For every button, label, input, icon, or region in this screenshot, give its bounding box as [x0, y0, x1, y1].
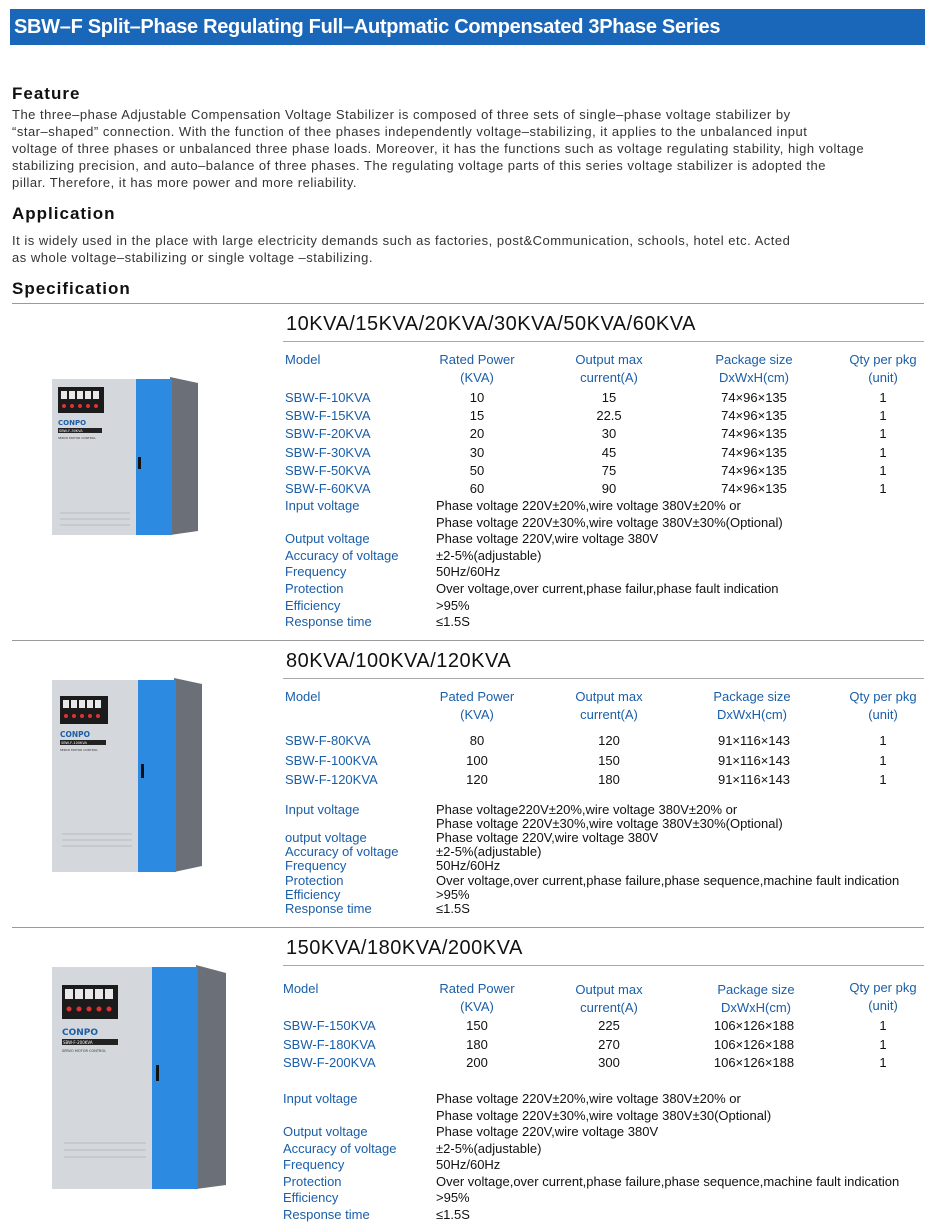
package-cell: 106×126×188: [713, 1055, 795, 1070]
page-title: SBW–F Split–Phase Regulating Full–Autpmatic Compensated 3Phase Series: [14, 16, 721, 38]
model-cell: SBW-F-80KVA: [285, 733, 371, 748]
application-line: It is widely used in the place with large electricity demands such as factories, post&Communication, schools, hotel etc. Acted: [12, 233, 791, 248]
spec-label: Frequency: [285, 564, 347, 580]
application-text: [12, 232, 937, 266]
brand-label: CONPO: [62, 1028, 99, 1038]
spec-value: 50Hz/60Hz: [436, 858, 501, 874]
current-cell: 180: [598, 772, 620, 787]
col-header-current: Output max current(A): [575, 689, 643, 722]
model-plate: SBW-F-200KVA: [63, 1040, 93, 1045]
spec-value: ≤1.5S: [436, 1206, 470, 1222]
brand-label: CONPO: [58, 419, 87, 427]
model-cell: SBW-F-15KVA: [285, 408, 371, 424]
spec-value: Over voltage,over current,phase failure,phase sequence,machine fault indication: [436, 1173, 900, 1189]
stabilizer-cabinet-image: [50, 373, 200, 538]
qty-cell: 1: [879, 462, 887, 478]
spec-label: Accuracy of voltage: [283, 1140, 397, 1156]
power-cell: 180: [466, 1036, 488, 1052]
power-cell: 50: [469, 462, 485, 478]
spec-label: Efficiency: [285, 886, 341, 902]
stabilizer-cabinet-image: [50, 674, 205, 874]
spec-value: ≤1.5S: [436, 614, 470, 630]
spec-value: Phase voltage 220V±30%,wire voltage 380V±30%(Optional): [436, 514, 783, 530]
package-cell: 106×126×188: [713, 1036, 795, 1052]
spec-value: >95%: [436, 886, 470, 902]
qty-cell: 1: [879, 752, 887, 768]
col-header-power: Rated Power (KVA): [439, 981, 515, 1014]
spec-value: Over voltage,over current,phase failure,phase sequence,machine fault indication: [436, 872, 900, 888]
model-cell: SBW-F-150KVA: [283, 1018, 376, 1033]
col-header-power: Pated Power (KVA): [439, 689, 515, 722]
current-cell: 120: [598, 733, 620, 748]
spec-label: Output voltage: [283, 1124, 368, 1139]
spec-label: Efficiency: [283, 1190, 339, 1205]
current-cell: 45: [601, 444, 617, 460]
panel-text: SERVO MOTOR CONTROL: [62, 1049, 107, 1053]
current-cell: 22.5: [596, 408, 622, 424]
current-cell: 75: [601, 462, 617, 478]
col-header-qty: Qty per pkg (unit): [849, 352, 917, 385]
spec-value: ±2-5%(adjustable): [436, 1140, 542, 1156]
spec-value: Phase voltage 220V,wire voltage 380V: [436, 531, 659, 547]
model-cell: SBW-F-120KVA: [285, 772, 378, 787]
section-title: 150KVA/180KVA/200KVA: [286, 937, 523, 959]
model-cell: SBW-F-180KVA: [283, 1036, 376, 1052]
divider: [283, 341, 924, 342]
spec-label: output voltage: [285, 830, 367, 846]
feature-heading: Feature: [12, 84, 81, 103]
divider: [283, 965, 924, 966]
spec-value: Over voltage,over current,phase failur,phase fault indication: [436, 581, 779, 596]
spec-label: Response time: [285, 900, 372, 916]
spec-value: Phase voltage220V±20%,wire voltage 380V±20% or: [436, 802, 738, 817]
power-cell: 150: [466, 1018, 488, 1033]
package-cell: 74×96×135: [721, 426, 787, 442]
feature-line: stabilizing precision, and auto–balance of three phases. The regulating voltage parts of this series voltage stabilizer is adopted the: [12, 158, 826, 173]
model-cell: SBW-F-20KVA: [285, 426, 371, 442]
qty-cell: 1: [879, 426, 887, 442]
spec-label: Frequency: [285, 858, 347, 874]
power-cell: 120: [466, 772, 488, 787]
spec-label: Protection: [285, 581, 344, 596]
spec-value: Phase voltage 220V±20%,wire voltage 380V±20% or: [436, 1091, 741, 1106]
spec-label: Response time: [283, 1206, 370, 1222]
current-cell: 15: [601, 390, 617, 405]
spec-value: 50Hz/60Hz: [436, 564, 501, 580]
model-cell: SBW-F-60KVA: [285, 481, 371, 496]
model-plate: SBW-F-100KVA: [61, 741, 87, 745]
power-cell: 200: [466, 1055, 488, 1070]
application-line: as whole voltage–stabilizing or single voltage –stabilizing.: [12, 250, 373, 265]
power-cell: 10: [469, 390, 485, 405]
current-cell: 30: [601, 426, 617, 442]
feature-line: pillar. Therefore, it has more power and more reliability.: [12, 175, 357, 190]
model-cell: SBW-F-30KVA: [285, 444, 371, 460]
panel-text: SERVO MOTOR CONTROL: [58, 436, 96, 440]
stabilizer-cabinet-image: [50, 961, 230, 1193]
brand-label: CONPO: [60, 730, 91, 739]
package-cell: 74×96×135: [721, 444, 787, 460]
qty-cell: 1: [879, 1036, 887, 1052]
package-cell: 106×126×188: [713, 1018, 795, 1033]
power-cell: 15: [469, 408, 485, 424]
feature-line: voltage of three phases or unbalanced three phase loads. Moreover, it has the functions such as voltage regulating stability, high voltage: [12, 141, 865, 156]
package-cell: 91×116×143: [717, 733, 791, 748]
spec-value: Phase voltage 220V,wire voltage 380V: [436, 1124, 659, 1139]
divider: [283, 678, 924, 679]
spec-label: Input voltage: [285, 498, 360, 513]
col-header-model: Model: [285, 689, 321, 704]
spec-label: Input voltage: [283, 1091, 358, 1106]
specification-heading: Specification: [12, 279, 131, 298]
current-cell: 270: [598, 1036, 620, 1052]
col-header-current: Output max current(A): [575, 982, 643, 1015]
section-title: 80KVA/100KVA/120KVA: [286, 650, 512, 672]
power-cell: 60: [469, 481, 485, 496]
spec-label: Efficiency: [285, 597, 341, 613]
spec-value: Phase voltage 220V±30%,wire voltage 380V±30(Optional): [436, 1107, 772, 1123]
spec-label: Output voltage: [285, 531, 370, 547]
spec-value: Phase voltage 220V±30%,wire voltage 380V±30%(Optional): [436, 816, 783, 832]
package-cell: 91×116×143: [717, 772, 791, 787]
qty-cell: 1: [879, 772, 887, 787]
col-header-current: Output max current(A): [575, 352, 643, 385]
power-cell: 20: [469, 426, 485, 442]
spec-value: ±2-5%(adjustable): [436, 844, 542, 860]
qty-cell: 1: [879, 733, 887, 748]
model-cell: SBW-F-50KVA: [285, 462, 371, 478]
package-cell: 74×96×135: [721, 481, 787, 496]
spec-label: Input voltage: [285, 802, 360, 817]
qty-cell: 1: [879, 1055, 887, 1070]
spec-value: 50Hz/60Hz: [436, 1157, 501, 1172]
package-cell: 74×96×135: [721, 408, 787, 424]
section-title: 10KVA/15KVA/20KVA/30KVA/50KVA/60KVA: [286, 313, 696, 335]
application-heading: Application: [12, 204, 116, 223]
package-cell: 74×96×135: [721, 462, 787, 478]
col-header-model: Model: [285, 352, 321, 367]
feature-line: The three–phase Adjustable Compensation Voltage Stabilizer is composed of three sets of single–phase voltage stabilizer by: [12, 107, 791, 122]
current-cell: 150: [598, 752, 620, 768]
current-cell: 225: [598, 1018, 620, 1033]
col-header-model: Model: [283, 981, 319, 996]
panel-text: SERVO MOTOR CONTROL: [60, 748, 98, 752]
col-header-qty: Qty per pkg (unit): [849, 980, 917, 1013]
spec-section-2: [0, 640, 940, 927]
power-cell: 100: [466, 752, 488, 768]
qty-cell: 1: [879, 408, 887, 424]
spec-label: Response time: [285, 614, 372, 630]
spec-label: Frequency: [283, 1157, 345, 1172]
col-header-package: Package size DxWxH(cm): [715, 352, 793, 385]
package-cell: 91×116×143: [717, 752, 791, 768]
spec-label: Accuracy of voltage: [285, 844, 399, 860]
col-header-package: Package size DxWxH(cm): [717, 982, 795, 1015]
feature-text: [12, 106, 937, 191]
current-cell: 90: [601, 481, 617, 496]
power-cell: 30: [469, 444, 485, 460]
spec-value: >95%: [436, 597, 470, 613]
model-cell: SBW-F-10KVA: [285, 390, 371, 405]
spec-value: >95%: [436, 1190, 470, 1205]
current-cell: 300: [598, 1055, 620, 1070]
package-cell: 74×96×135: [721, 390, 787, 405]
spec-label: Accuracy of voltage: [285, 547, 399, 563]
title-bar: [10, 9, 925, 45]
spec-value: Phase voltage 220V±20%,wire voltage 380V±20% or: [436, 498, 741, 513]
qty-cell: 1: [879, 1018, 887, 1033]
model-plate: SBW-F-30KVA: [59, 429, 83, 433]
spec-value: ≤1.5S: [436, 900, 470, 916]
feature-line: “star–shaped” connection. With the function of thee phases independently voltage–stabilizing, it applies to the unbalanced input: [12, 124, 808, 139]
spec-label: Protection: [285, 872, 344, 888]
spec-value: Phase voltage 220V,wire voltage 380V: [436, 830, 659, 846]
col-header-package: Package size DxWxH(cm): [713, 689, 791, 722]
spec-label: Protection: [283, 1173, 342, 1189]
qty-cell: 1: [879, 444, 887, 460]
power-cell: 80: [469, 733, 485, 748]
model-cell: SBW-F-100KVA: [285, 752, 378, 768]
model-cell: SBW-F-200KVA: [283, 1055, 376, 1070]
qty-cell: 1: [879, 481, 887, 496]
qty-cell: 1: [879, 390, 887, 405]
col-header-power: Rated Power (KVA): [439, 352, 515, 385]
col-header-qty: Qty per pkg (unit): [849, 689, 917, 722]
spec-section-1: [0, 303, 940, 640]
spec-section-3: [0, 927, 940, 1232]
spec-value: ±2-5%(adjustable): [436, 547, 542, 563]
